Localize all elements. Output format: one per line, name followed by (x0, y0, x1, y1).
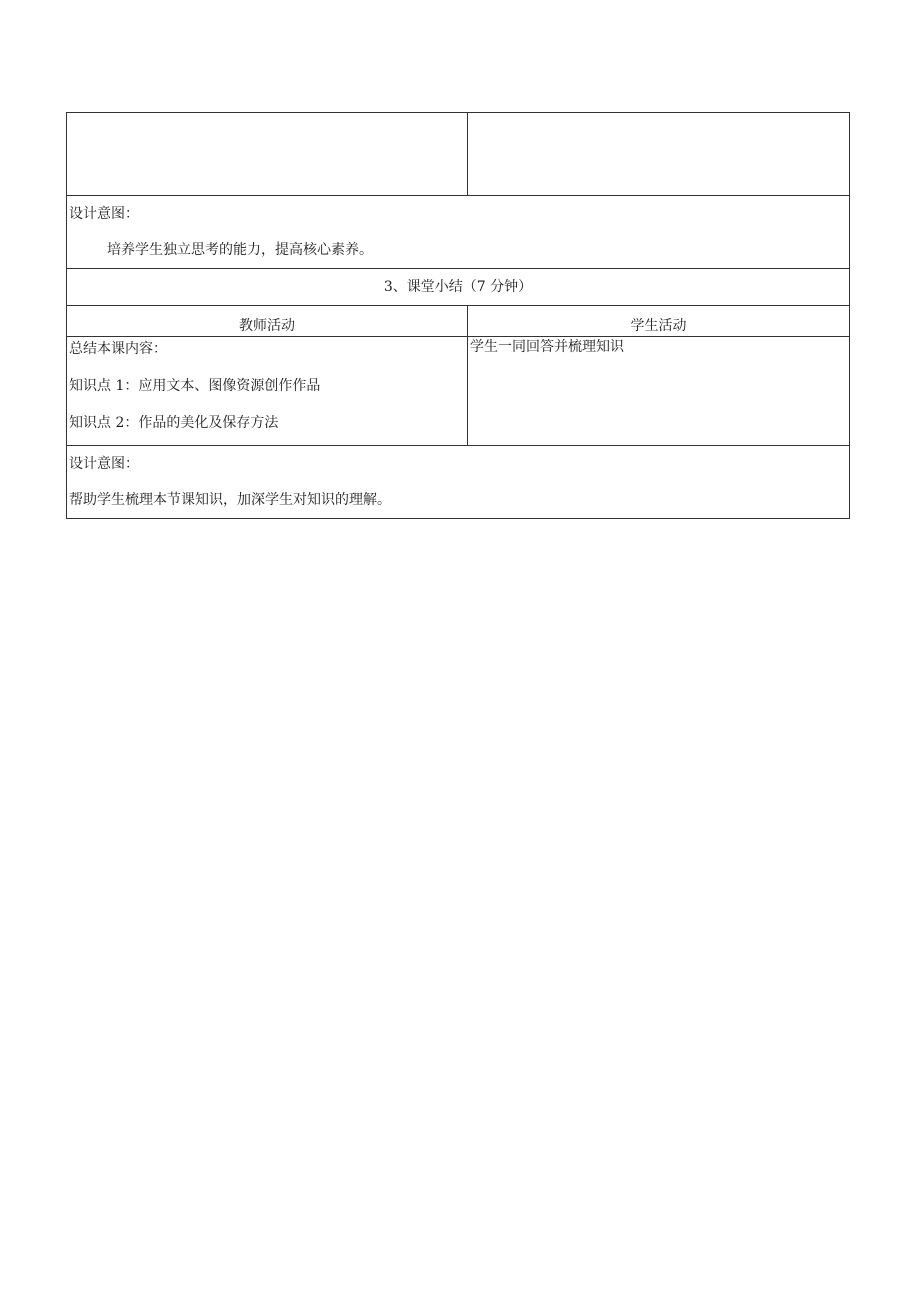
design-intent-cell-1 (67, 196, 850, 269)
design-intent-cell-2 (67, 446, 850, 519)
empty-student-cell (468, 113, 850, 196)
design-intent-body-1: 培养学生独立思考的能力，提高核心素养。 (107, 242, 373, 258)
activity-header-row (67, 306, 850, 337)
teacher-activity-header: 教师活动 (67, 306, 468, 337)
design-intent-row-2 (67, 446, 850, 519)
section-title: 3、课堂小结（7 分钟） (67, 269, 850, 306)
teacher-activity-line: 总结本课内容： (69, 341, 167, 357)
teacher-activity-cell (67, 337, 468, 446)
teacher-activity-line: 知识点 1：应用文本、图像资源创作作品 (69, 378, 321, 394)
design-intent-row-1 (67, 196, 850, 269)
student-activity-cell: 学生一同回答并梳理知识 (468, 337, 850, 446)
section-row (67, 269, 850, 306)
design-intent-title-2: 设计意图： (69, 456, 139, 472)
teacher-activity-line: 知识点 2：作品的美化及保存方法 (69, 415, 279, 431)
empty-teacher-cell (67, 113, 468, 196)
activity-content-row (67, 337, 850, 446)
design-intent-body-2: 帮助学生梳理本节课知识，加深学生对知识的理解。 (69, 492, 391, 508)
lesson-plan-table (66, 112, 850, 519)
student-activity-header: 学生活动 (468, 306, 850, 337)
design-intent-title-1: 设计意图： (69, 206, 139, 222)
empty-activity-row (67, 113, 850, 196)
